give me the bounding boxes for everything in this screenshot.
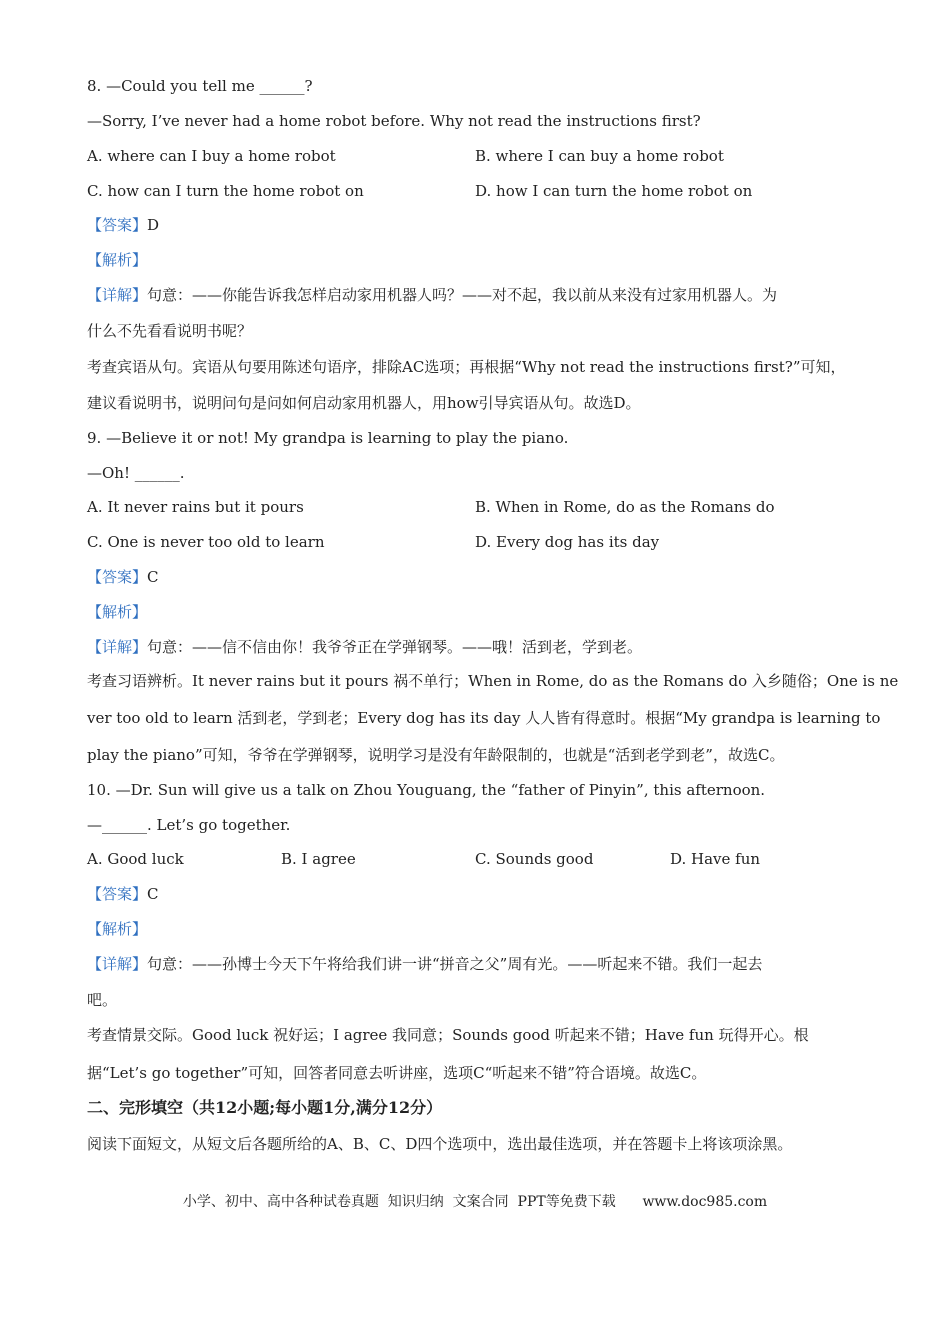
answer-value: C — [147, 885, 159, 903]
q10-analysis-tag: 【解析】 — [87, 920, 148, 938]
q8-option-a: A. where can I buy a home robot — [87, 147, 336, 165]
q8-option-b: B. where I can buy a home robot — [475, 147, 724, 165]
q9-explain-2: ver too old to learn 活到老，学到老；Every dog has its day 人人皆有得意时。根据“My grandpa is learning to — [87, 709, 881, 727]
footer-url[interactable]: www.doc985.com — [642, 1194, 768, 1210]
q9-stem: 9. —Believe it or not! My grandpa is learning to play the piano. — [87, 429, 569, 447]
detail-tag: 【详解】 — [87, 638, 148, 656]
q8-detail-2: 什么不先看看说明书呢？ — [87, 322, 253, 340]
q9-analysis-tag: 【解析】 — [87, 603, 148, 621]
answer-tag: 【答案】 — [87, 568, 148, 586]
q9-reply: —Oh! ______. — [87, 464, 185, 482]
detail-text: 句意：——孙博士今天下午将给我们讲一讲“拼音之父”周有光。——听起来不错。我们一起去 — [147, 955, 763, 973]
q9-detail-1 — [87, 637, 642, 657]
q10-option-a: A. Good luck — [87, 850, 184, 868]
q10-option-d: D. Have fun — [670, 850, 761, 868]
q10-option-c: C. Sounds good — [475, 850, 594, 868]
q10-option-b: B. I agree — [281, 850, 356, 868]
detail-tag: 【详解】 — [87, 955, 148, 973]
q8-answer — [87, 215, 159, 235]
q8-explain-1: 考查宾语从句。宾语从句要用陈述句语序，排除AC选项；再根据“Why not read the instructions first?”可知， — [87, 358, 846, 376]
footer-text: 小学、初中、高中各种试卷真题 知识归纳 文案合同 PPT等免费下载 — [182, 1194, 616, 1210]
detail-text: 句意：——你能告诉我怎样启动家用机器人吗？——对不起，我以前从来没有过家用机器人。为 — [147, 286, 778, 304]
q9-explain-1: 考查习语辨析。It never rains but it pours 祸不单行；When in Rome, do as the Romans do 入乡随俗；One is ne — [87, 672, 899, 690]
q10-explain-1: 考查情景交际。Good luck 祝好运；I agree 我同意；Sounds good 听起来不错；Have fun 玩得开心。根 — [87, 1026, 809, 1044]
q8-option-c: C. how can I turn the home robot on — [87, 182, 364, 200]
q10-reply: —______. Let’s go together. — [87, 816, 291, 834]
q8-reply: —Sorry, I’ve never had a home robot before. Why not read the instructions first? — [87, 112, 701, 130]
q9-option-c: C. One is never too old to learn — [87, 533, 325, 551]
q9-option-a: A. It never rains but it pours — [87, 498, 304, 516]
answer-tag: 【答案】 — [87, 885, 148, 903]
answer-value: D — [147, 216, 160, 234]
q10-answer — [87, 884, 159, 904]
q8-explain-2: 建议看说明书，说明问句是问如何启动家用机器人，用how引导宾语从句。故选D。 — [87, 394, 641, 412]
q9-option-b: B. When in Rome, do as the Romans do — [475, 498, 775, 516]
answer-value: C — [147, 568, 159, 586]
detail-tag: 【详解】 — [87, 286, 148, 304]
answer-tag: 【答案】 — [87, 216, 148, 234]
q10-detail-1 — [87, 954, 762, 974]
q8-analysis-tag: 【解析】 — [87, 251, 148, 269]
q9-option-d: D. Every dog has its day — [475, 533, 660, 551]
q8-detail-1 — [87, 285, 777, 305]
q10-explain-2: 据“Let’s go together”可知，回答者同意去听讲座，选项C“听起来不错”符合语境。故选C。 — [87, 1064, 707, 1082]
q9-explain-3: play the piano”可知，爷爷在学弹钢琴，说明学习是没有年龄限制的，也就是“活到老学到老”，故选C。 — [87, 746, 785, 764]
detail-text: 句意：——信不信由你！我爷爷正在学弹钢琴。——哦！活到老，学到老。 — [147, 638, 643, 656]
q10-detail-2: 吧。 — [87, 991, 118, 1009]
q8-stem: 8. —Could you tell me ______? — [87, 77, 313, 95]
q8-option-d: D. how I can turn the home robot on — [475, 182, 753, 200]
q10-stem: 10. —Dr. Sun will give us a talk on Zhou Youguang, the “father of Pinyin”, this afternoon. — [87, 781, 766, 799]
q9-answer — [87, 567, 159, 587]
section-heading: 二、完形填空（共12小题;每小题1分,满分12分） — [87, 1098, 443, 1117]
page-footer — [0, 1191, 950, 1211]
section-instruction: 阅读下面短文，从短文后各题所给的A、B、C、D四个选项中，选出最佳选项，并在答题卡上将该项涂黑。 — [87, 1135, 793, 1153]
